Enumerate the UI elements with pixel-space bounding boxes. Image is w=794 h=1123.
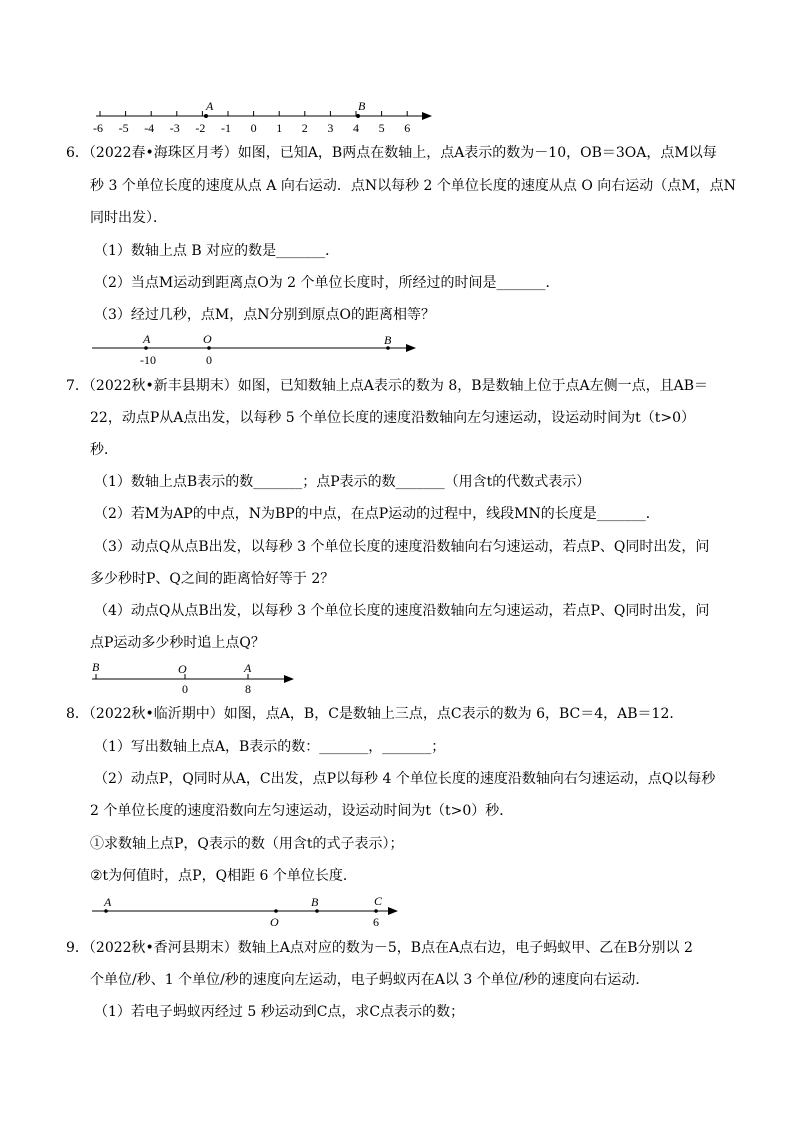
q6-line-3: 同时出发）． — [90, 210, 167, 226]
q6-label-b: B — [384, 333, 392, 347]
q6-part-2: （2）当点M运动到距离点O为 2 个单位长度时，所经过的时间是_______． — [94, 275, 560, 291]
top-tick-label: 6 — [404, 121, 411, 135]
top-tick-label: 1 — [276, 121, 283, 135]
q7-line-3: 秒． — [90, 442, 118, 458]
top-tick-label: -4 — [144, 121, 155, 135]
point-a-label: A — [206, 99, 214, 113]
q7-line-2: 22，动点P从A点出发，以每秒 5 个单位长度的速度沿数轴向左匀速运动，设运动时间为t（t>0） — [90, 410, 696, 426]
q8-part-1: （1）写出数轴上点A，B表示的数：_______，_______； — [94, 739, 446, 755]
q8-line-1: 8．（2022秋•临沂期中）如图，点A，B，C是数轴上三点，点C表示的数为 6，BC＝4，AB＝12． — [66, 706, 684, 722]
q7-part-3-cont: 多少秒时P、Q之间的距离恰好等于 2？ — [90, 571, 335, 587]
q6-line-2: 秒 3 个单位长度的速度从点 A 向右运动．点N以每秒 2 个单位长度的速度从点 O 向右运动（点M，点N — [90, 178, 736, 194]
q8-part-2-cont: 2 个单位长度的速度沿数向左匀速运动，设运动时间为t（t>0）秒． — [90, 803, 514, 819]
q7-label-a: A — [244, 661, 252, 675]
q7-label-o: O — [178, 662, 187, 676]
q7-part-4: （4）动点Q从点B出发，以每秒 3 个单位长度的速度沿数轴向左匀速运动，若点P、Q同时出发，问 — [94, 603, 710, 619]
q7-part-4-cont: 点P运动多少秒时追上点Q？ — [90, 635, 265, 651]
top-tick-label: 2 — [301, 121, 308, 135]
q8-point-o-dot — [274, 909, 278, 913]
top-tick-label: -5 — [118, 121, 129, 135]
q6-point-o-dot — [207, 346, 211, 350]
q9-line-2: 个单位/秒、1 个单位/秒的速度向左运动，电子蚂蚁丙在A以 3 个单位/秒的速度向右运动． — [90, 972, 650, 988]
q7-value-o: 0 — [182, 682, 188, 696]
q6-value-a: -10 — [140, 353, 156, 367]
q7-part-2: （2）若M为AP的中点，N为BP的中点，在点P运动的过程中，线段MN的长度是_______． — [94, 506, 660, 522]
q7-label-b: B — [92, 660, 100, 674]
point-b-label: B — [358, 99, 366, 113]
q8-part-2: （2）动点P，Q同时从A，C出发，点P以每秒 4 个单位长度的速度沿数轴向右匀速运动，点Q以每秒 — [94, 771, 716, 787]
q6-part-3: （3）经过几秒，点M，点N分别到原点O的距离相等？ — [94, 307, 435, 323]
q9-part-1: （1）若电子蚂蚁丙经过 5 秒运动到C点，求C点表示的数； — [94, 1004, 465, 1020]
top-tick-label: -1 — [221, 121, 231, 135]
number-line-q6 — [90, 330, 420, 370]
q6-line-1: 6．（2022春•海珠区月考）如图，已知A，B两点在数轴上，点A表示的数为－10，OB＝3OA，点M以每 — [66, 145, 717, 161]
top-tick-label: -6 — [93, 121, 103, 135]
q6-point-a-dot — [144, 346, 148, 350]
q8-subpart-2: ②t为何值时，点P，Q相距 6 个单位长度． — [90, 868, 357, 884]
q8-value-c: 6 — [373, 915, 379, 929]
q7-value-a: 8 — [245, 682, 251, 696]
q7-line-1: 7．（2022秋•新丰县期末）如图，已知数轴上点A表示的数为 8，B是数轴上位于点A左侧一点，且AB＝ — [66, 378, 709, 394]
q7-part-3: （3）动点Q从点B出发，以每秒 3 个单位长度的速度沿数轴向右匀速运动，若点P、Q同时出发，问 — [94, 539, 710, 555]
top-tick-label: 0 — [250, 121, 257, 135]
q8-label-b: B — [311, 895, 319, 909]
top-tick-label: 3 — [327, 121, 334, 135]
q9-line-1: 9．（2022秋•香河县期末）数轴上A点对应的数为－5，B点在A点右边，电子蚂蚁甲、乙在B分别以 2 — [66, 940, 693, 956]
q8-point-a-dot — [104, 909, 108, 913]
q6-label-o: O — [203, 332, 212, 346]
q8-label-a: A — [104, 895, 112, 909]
top-tick-label: 5 — [378, 121, 385, 135]
q8-label-o: O — [270, 915, 279, 929]
top-tick-label: -2 — [195, 121, 206, 135]
q8-subpart-1: ①求数轴上点P，Q表示的数（用含t的式子表示）； — [90, 836, 404, 852]
number-line-top — [88, 96, 438, 138]
top-tick-label: 4 — [353, 121, 359, 135]
number-line-q8 — [90, 892, 402, 932]
q8-point-b-dot — [315, 909, 319, 913]
point-b-dot — [356, 114, 360, 118]
q6-part-1: （1）数轴上点 B 对应的数是_______． — [94, 243, 340, 259]
number-line-q7 — [90, 658, 300, 698]
q6-label-a: A — [143, 332, 151, 346]
q8-label-c: C — [374, 894, 383, 908]
top-tick-label: -3 — [169, 121, 180, 135]
point-a-dot — [204, 114, 208, 118]
q8-point-c-dot — [374, 909, 378, 913]
q6-value-o: 0 — [206, 353, 212, 367]
q7-part-1: （1）数轴上点B表示的数_______；点P表示的数_______（用含t的代数式表示） — [94, 474, 591, 490]
